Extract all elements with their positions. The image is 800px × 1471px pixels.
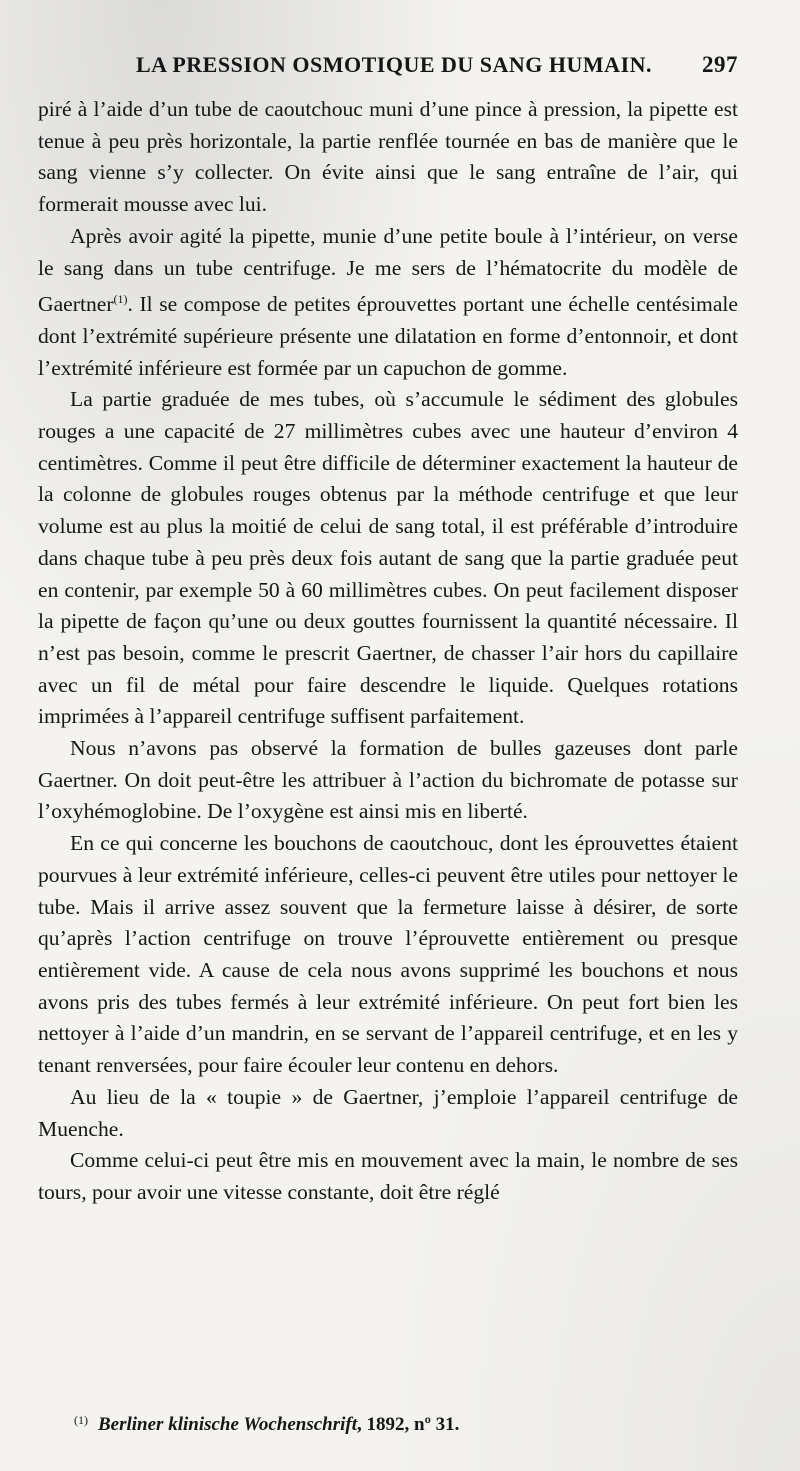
footnote-details: , 1892, nº 31. (357, 1414, 460, 1435)
footnote-journal: Berliner klinische Wochenschrift (98, 1414, 357, 1435)
paragraph-2: Après avoir agité la pipette, munie d’une petite boule à l’intérieur, on verse le sang dans un tube centrifuge. Je me sers de l’hématocrite du modèle de Gaertner$^{(1)}$. Il se compose de petites éprouvettes portant une échelle centésimale dont l’extrémité supérieure présente une dilatation en forme d’entonnoir, et dont l’extrémité inférieure est formée par un capuchon de gomme. (38, 223, 739, 380)
footnote-marker: (1) (74, 1413, 88, 1427)
paragraph-2-text: Après avoir agité la pipette, munie d’une petite boule à l’intérieur, on verse le sang dans un tube centrifuge. Je me sers de l’hématocrite du modèle de Gaertner (38, 223, 738, 317)
footnote (74, 1413, 734, 1436)
paragraph-7: Comme celui-ci peut être mis en mouvement avec la main, le nombre de ses tours, pour avoir une vitesse constante, doit être réglé (38, 1148, 738, 1204)
paragraph-3: La partie graduée de mes tubes, où s’accumule le sédiment des globules rouges a une capacité de 27 millimètres cubes avec une hauteur d’environ 4 centimètres. Comme il peut être difficile de déterminer exactement la hauteur de la colonne de globules rouges obtenus par la méthode centrifuge et que leur volume est au plus la moitié de celui de sang total, il est préférable d’introduire dans chaque tube à peu près deux fois autant de sang que la partie graduée peut en contenir, par exemple 50 à 60 millimètres cubes. On peut facilement disposer la pipette de façon qu’une ou deux gouttes fournissent la quantité nécessaire. Il n’est pas besoin, comme le prescrit Gaertner, de chasser l’air hors du capillaire avec un fil de métal pour faire descendre le liquide. Quelques rotations imprimées à l’appareil centrifuge suffisent parfaitement. (38, 387, 738, 729)
paragraph-2-continued: Il se compose de petites éprouvettes portant une échelle centésimale dont l’extrémité supérieure présente une dilatation en forme d’entonnoir, et dont l’extrémité inférieure est formée par un capuchon de gomme. (38, 292, 739, 380)
body-text (38, 94, 738, 1209)
page-number: 297 (702, 52, 738, 77)
paragraph-6: Au lieu de la « toupie » de Gaertner, j’emploie l’appareil centrifuge de Muenche. (38, 1084, 738, 1141)
footnote-reference: (1) (113, 292, 128, 307)
running-head (136, 52, 738, 86)
paragraph-1: piré à l’aide d’un tube de caoutchouc muni d’une pince à pression, la pipette est tenue à peu près horizontale, la partie renflée tournée en bas de manière que le sang vienne s’y collecter. On évite ainsi que le sang entraîne de l’air, qui formerait mousse avec lui. (38, 97, 738, 217)
paragraph-5: En ce qui concerne les bouchons de caoutchouc, dont les éprouvettes étaient pourvues à leur extrémité inférieure, celles-ci peuvent être utiles pour nettoyer le tube. Mais il arrive assez souvent que la fermeture laisse à désirer, de sorte qu’après l’action centrifuge on trouve l’éprouvette entièrement ou presque entièrement vide. A cause de cela nous avons supprimé les bouchons et nous avons pris des tubes fermés à leur extrémité inférieure. On peut fort bien les nettoyer à l’aide d’un mandrin, en se servant de l’appareil centrifuge, et en les y tenant renversées, pour faire écouler leur contenu en dehors. (38, 831, 738, 1078)
paragraph-4: Nous n’avons pas observé la formation de bulles gazeuses dont parle Gaertner. On doit peut-être les attribuer à l’action du bichromate de potasse sur l’oxyhémoglobine. De l’oxygène est ainsi mis en liberté. (38, 736, 738, 824)
page-title: LA PRESSION OSMOTIQUE DU SANG HUMAIN. (136, 52, 653, 77)
